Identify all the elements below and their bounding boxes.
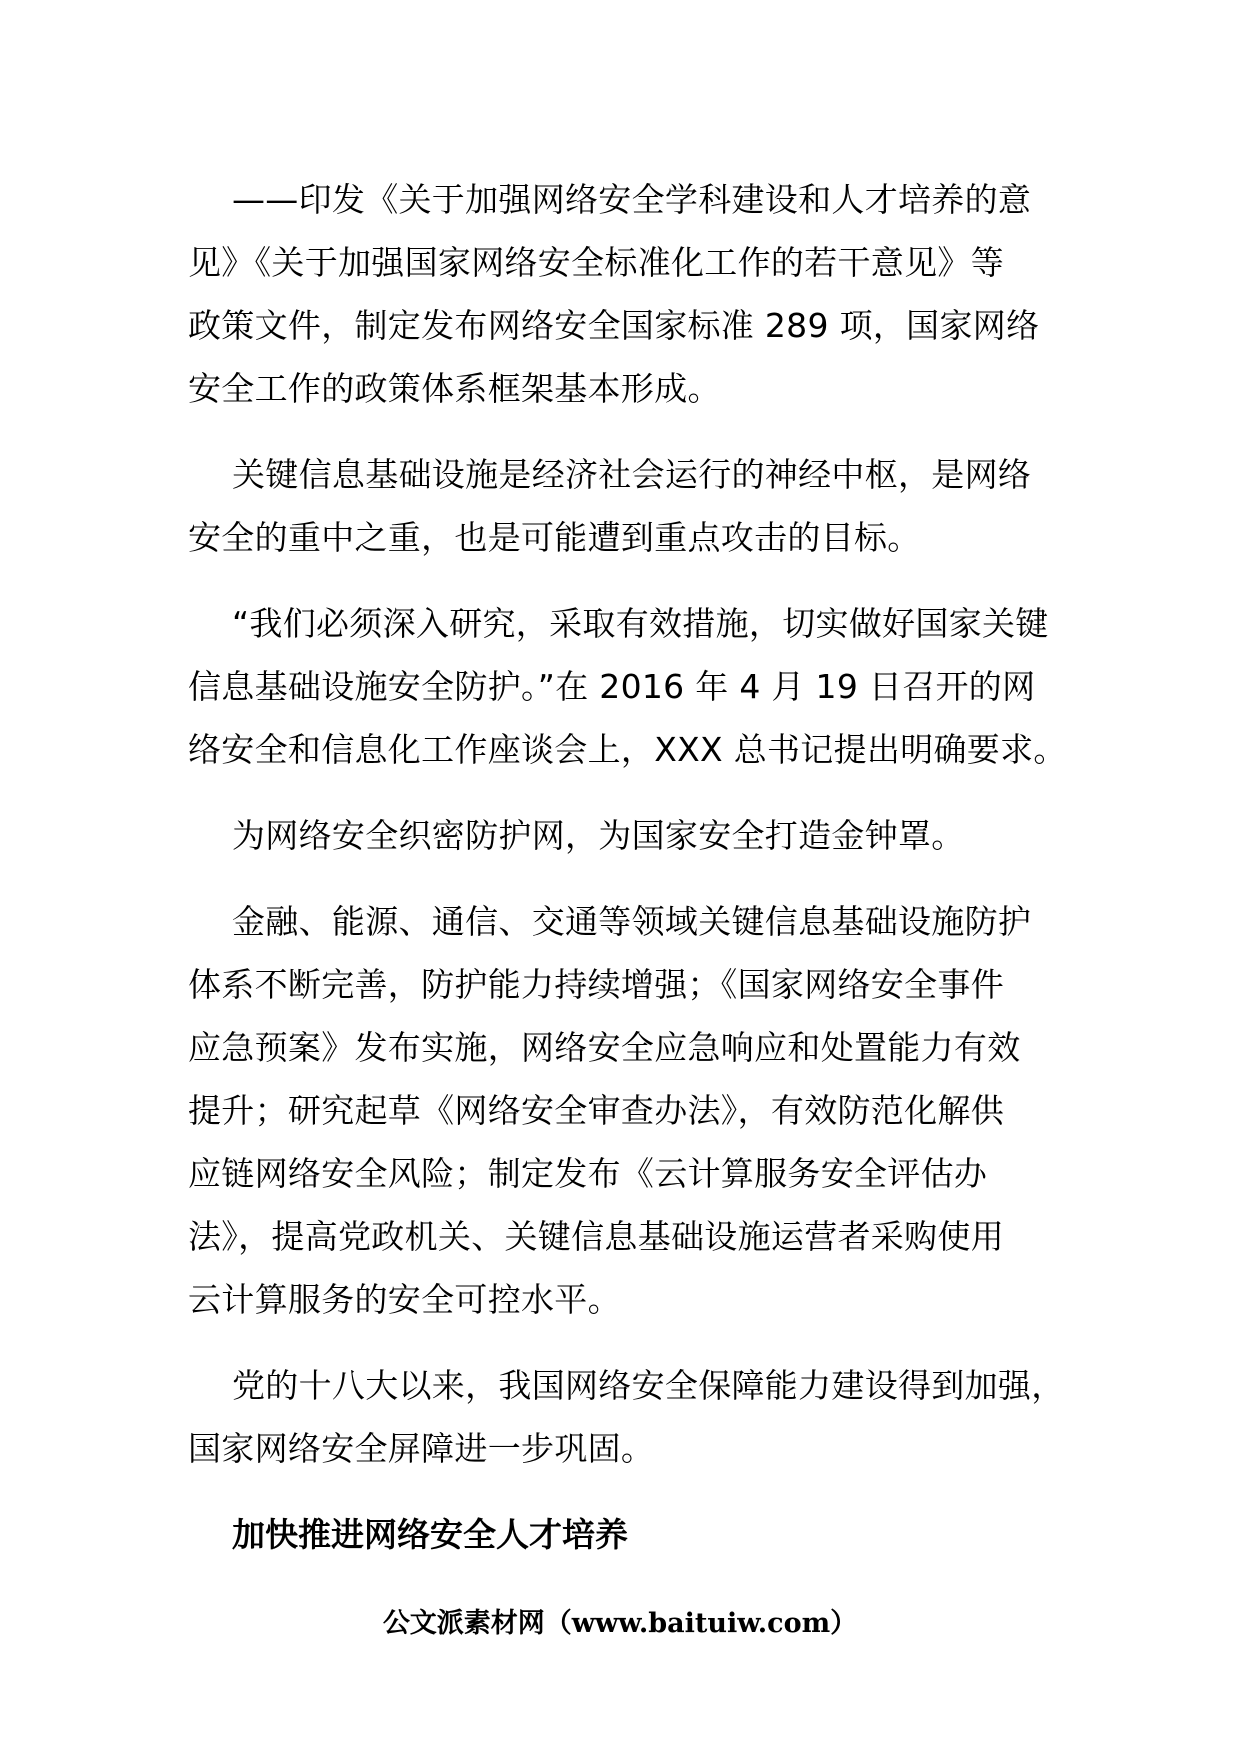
section-heading: 加快推进网络安全人才培养 <box>232 1515 628 1554</box>
text-line: 法》，提高党政机关、关键信息基础设施运营者采购使用 <box>188 1217 1004 1256</box>
paragraph-policy-documents <box>188 168 1068 420</box>
text-line: 政策文件，制定发布网络安全国家标准 289 项，国家网络 <box>188 306 1040 345</box>
text-line: 络安全和信息化工作座谈会上，XXX 总书记提出明确要求。 <box>188 730 1067 769</box>
paragraph-critical-infrastructure <box>188 443 1068 569</box>
text-line: 为网络安全织密防护网，为国家安全打造金钟罩。 <box>232 816 965 855</box>
paragraph-quote <box>188 592 1068 781</box>
text-line: 安全工作的政策体系框架基本形成。 <box>188 369 721 408</box>
paragraph-protection-net <box>188 804 1068 867</box>
footer-source-credit: 公文派素材网（www.baituiw.com） <box>382 1608 858 1639</box>
paragraph-since-18th-congress <box>188 1354 1068 1480</box>
text-line: 云计算服务的安全可控水平。 <box>188 1280 621 1319</box>
text-line: 见》《关于加强国家网络安全标准化工作的若干意见》等 <box>188 243 1004 282</box>
text-line: “我们必须深入研究，采取有效措施，切实做好国家关键 <box>232 604 1049 643</box>
text-line: 关键信息基础设施是经济社会运行的神经中枢，是网络 <box>232 455 1032 494</box>
text-line: 应急预案》发布实施，网络安全应急响应和处置能力有效 <box>188 1028 1021 1067</box>
text-line: 信息基础设施安全防护。”在 2016 年 4 月 19 日召开的网 <box>188 667 1036 706</box>
text-line: 党的十八大以来，我国网络安全保障能力建设得到加强， <box>232 1366 1065 1405</box>
text-line: 安全的重中之重，也是可能遭到重点攻击的目标。 <box>188 518 921 557</box>
text-line: 金融、能源、通信、交通等领域关键信息基础设施防护 <box>232 902 1032 941</box>
text-line: 国家网络安全屏障进一步巩固。 <box>188 1429 655 1468</box>
text-line: ——印发《关于加强网络安全学科建设和人才培养的意 <box>232 180 1032 219</box>
text-line: 提升；研究起草《网络安全审查办法》，有效防范化解供 <box>188 1091 1004 1130</box>
paragraph-sectors <box>188 890 1068 1331</box>
document-body <box>188 168 1068 1566</box>
text-line: 体系不断完善，防护能力持续增强；《国家网络安全事件 <box>188 965 1004 1004</box>
text-line: 应链网络安全风险；制定发布《云计算服务安全评估办 <box>188 1154 988 1193</box>
